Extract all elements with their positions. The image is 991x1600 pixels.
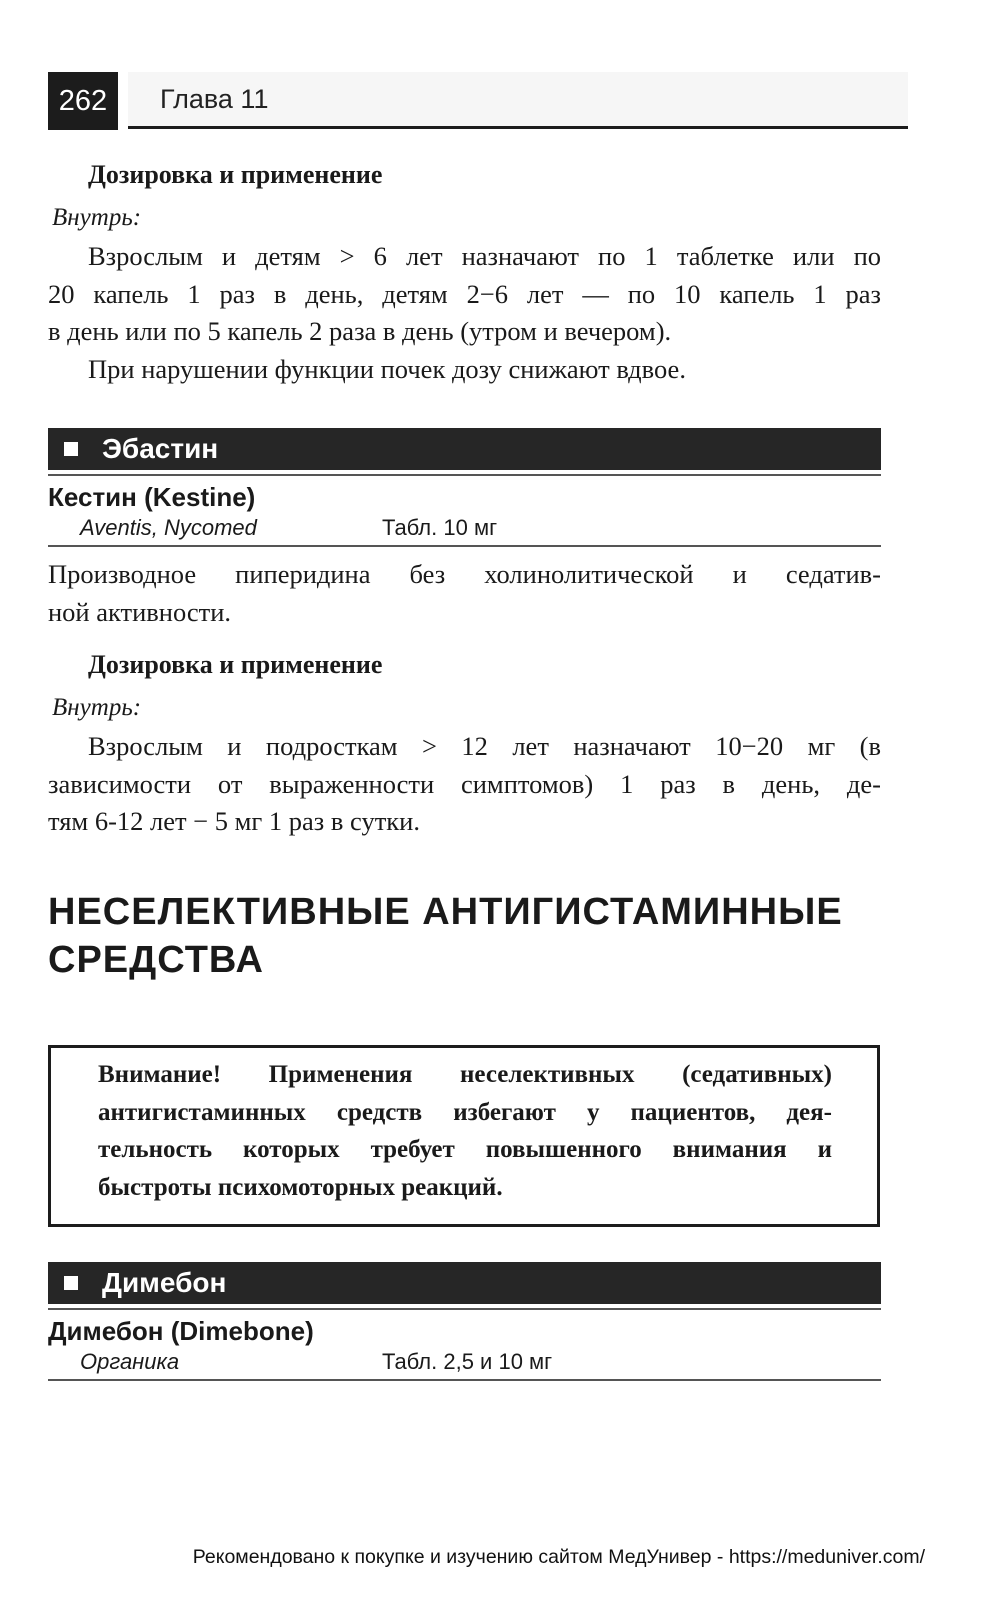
dosage-form: Табл. 10 мг xyxy=(382,515,498,540)
page-number: 262 xyxy=(48,72,118,130)
text-line: 20 капель 1 раз в день, детям 2−6 лет — по 10 капель 1 раз xyxy=(48,278,881,309)
drug-group-bar-dimebon xyxy=(48,1262,881,1304)
dosage-text xyxy=(48,728,881,841)
product-name: Димебон (Dimebone) xyxy=(48,1316,314,1346)
header-rule xyxy=(128,126,908,129)
warning-line: Внимание! Применения неселективных (седативных) xyxy=(98,1061,832,1088)
manufacturer: Органика xyxy=(80,1349,180,1374)
dosage-heading: Дозировка и применение xyxy=(88,650,383,679)
drug-group-bar-ebastine xyxy=(48,428,881,470)
manufacturer: Aventis, Nycomed xyxy=(80,515,257,540)
divider xyxy=(48,474,881,476)
text-line: Производное пиперидина без холинолитической и седатив- xyxy=(48,559,881,589)
heading-line: СРЕДСТВА xyxy=(48,939,264,981)
route-label: Внутрь: xyxy=(52,694,142,721)
warning-line: быстроты психомоторных реакций. xyxy=(98,1173,503,1201)
warning-line: антигистаминных средств избегают у пациентов, дея- xyxy=(98,1098,832,1126)
chapter-title: Глава 11 xyxy=(160,84,269,114)
divider xyxy=(48,1308,881,1310)
text-line: ной активности. xyxy=(48,596,232,627)
dosage-text xyxy=(48,238,881,388)
drug-group-title: Эбастин xyxy=(102,433,219,464)
text-line: Взрослым и подросткам > 12 лет назначают 10−20 мг (в xyxy=(88,731,881,761)
text-line: Взрослым и детям > 6 лет назначают по 1 таблетке или по xyxy=(88,241,881,271)
square-bullet-icon xyxy=(64,442,78,456)
text-line: зависимости от выраженности симптомов) 1 раз в день, де- xyxy=(48,768,881,799)
drug-group-title: Димебон xyxy=(102,1267,227,1298)
warning-line: тельность которых требует повышенного внимания и xyxy=(98,1136,832,1163)
text-line: При нарушении функции почек дозу снижают вдвое. xyxy=(88,353,686,384)
footer-note: Рекомендовано к покупке и изучению сайтом МедУнивер - https://meduniver.com/ xyxy=(192,1546,925,1568)
product-name: Кестин (Kestine) xyxy=(48,482,256,512)
dosage-form: Табл. 2,5 и 10 мг xyxy=(382,1349,553,1374)
dosage-heading: Дозировка и применение xyxy=(88,160,383,189)
text-line: тям 6-12 лет − 5 мг 1 раз в сутки. xyxy=(48,806,420,836)
divider xyxy=(48,545,881,547)
description-text xyxy=(48,556,881,631)
warning-text xyxy=(98,1056,832,1206)
divider xyxy=(48,1379,881,1381)
square-bullet-icon xyxy=(64,1276,78,1290)
route-label: Внутрь: xyxy=(52,204,142,231)
section-heading xyxy=(48,888,843,984)
text-line: в день или по 5 капель 2 раза в день (утром и вечером). xyxy=(48,316,672,346)
heading-line: НЕСЕЛЕКТИВНЫЕ АНТИГИСТАМИННЫЕ xyxy=(48,891,843,933)
